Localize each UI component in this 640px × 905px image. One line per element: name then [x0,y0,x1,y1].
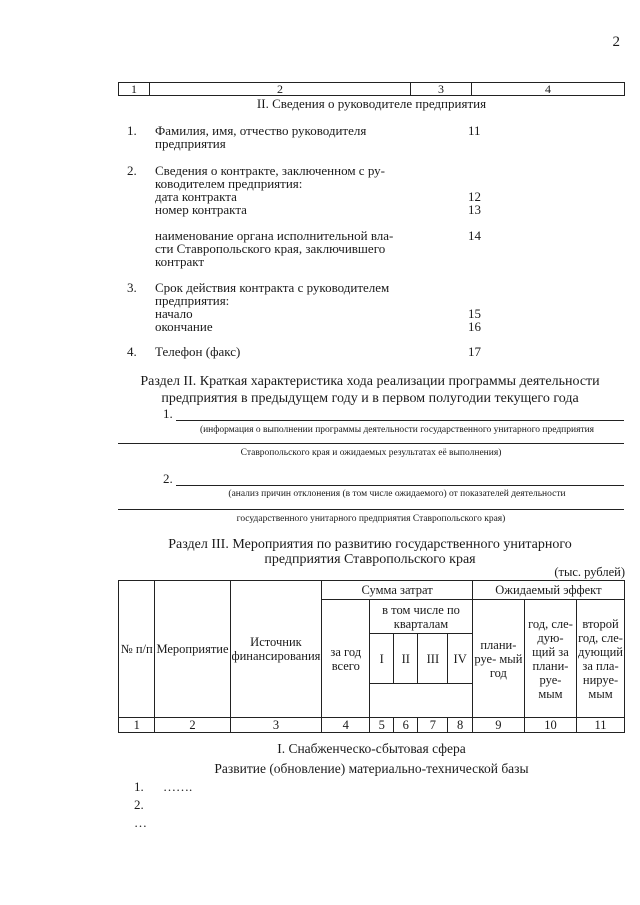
col-header-quarters: в том числе по кварталам [370,600,473,634]
col-header-num: № п/п [119,581,155,718]
column-number-row [118,82,625,96]
item-text: наименование органа исполнительной вла- [155,228,394,243]
item-text: предприятия: [155,293,230,308]
column-number: 6 [394,718,418,733]
item-text: ководителем предприятия: [155,176,303,191]
field-code: 17 [468,344,481,359]
col-header-source: Источник финансирования [230,581,322,718]
fill-line [176,420,624,421]
item-sub-label: окончание [155,319,213,334]
item-sub-label: номер контракта [155,202,247,217]
column-number: 8 [448,718,472,733]
column-number: 2 [155,718,230,733]
list-item-number: 2. [134,797,144,812]
fill-line [118,443,624,444]
column-number: 10 [524,718,576,733]
header-cell: 4 [472,83,625,96]
field-code: 12 [468,189,481,204]
col-header-next-year: год, сле- дую- щий за плани- руе- мым [524,600,576,718]
item-text: Сведения о контракте, заключенном с ру- [155,163,385,178]
measures-table [118,580,625,733]
list-item-number: 1. [134,779,144,794]
field-caption: Ставропольского края и ожидаемых результатах её выполнения) [240,448,502,458]
field-code: 16 [468,319,481,334]
col-header-year-total: за год всего [322,600,370,718]
subsection-heading: Развитие (обновление) материально-технической базы [214,761,529,776]
field-caption: государственного унитарного предприятия Ставропольского края) [236,514,506,524]
field-caption: (информация о выполнении программы деятельности государственного унитарного предприятия [199,425,595,435]
page-number: 2 [612,34,620,50]
col-header-sum: Сумма затрат [322,581,472,600]
col-header-planned: плани- руе- мый год [472,600,524,718]
item-number: 3. [127,280,137,295]
header-cell: 2 [150,83,411,96]
col-header-quarter: I [370,634,394,684]
field-number: 2. [163,471,173,486]
item-text: Фамилия, имя, отчество руководителя [155,123,367,138]
col-header-event: Мероприятие [155,581,230,718]
col-header-quarter: IV [448,634,472,684]
column-number: 11 [577,718,625,733]
list-item [134,797,144,813]
column-number: 1 [119,718,155,733]
header-cell: 1 [119,83,150,96]
item-text: Срок действия контракта с руководителем [155,280,390,295]
section3-title: предприятия Ставропольского края [264,552,476,567]
item-text: Телефон (факс) [155,344,241,359]
list-item-text: ……. [163,779,193,794]
item-text: сти Ставропольского края, заключившего [155,241,386,256]
item-number: 2. [127,163,137,178]
item-number: 4. [127,344,137,359]
col-header-quarter: II [394,634,418,684]
header-cell: 3 [411,83,472,96]
field-code: 11 [468,123,481,138]
list-item [134,779,192,795]
column-number: 9 [472,718,524,733]
field-code: 13 [468,202,481,217]
field-number: 1. [163,406,173,421]
item-sub-label: начало [155,306,193,321]
item-sub-label: дата контракта [155,189,237,204]
section2-title: предприятия в предыдущем году и в первом полугодии текущего года [161,391,579,406]
item-text: контракт [155,254,205,269]
list-item [134,815,147,831]
col-header-effect: Ожидаемый эффект [472,581,624,600]
col-header-second-year: второй год, сле- дующий за пла- нируе- мым [577,600,625,718]
fill-line [176,485,624,486]
section2-title: Раздел II. Краткая характеристика хода реализации программы деятельности [140,374,600,389]
item-number: 1. [127,123,137,138]
col-header-quarter: III [418,634,448,684]
subsection-heading: I. Снабженческо-сбытовая сфера [277,741,466,756]
item-text: предприятия [155,136,226,151]
section3-title: Раздел III. Мероприятия по развитию государственного унитарного [168,537,572,552]
section-heading-manager: II. Сведения о руководителе предприятия [256,96,487,111]
fill-line [118,509,624,510]
list-item-number: … [134,815,147,830]
field-code: 14 [468,228,481,243]
field-code: 15 [468,306,481,321]
field-caption: (анализ причин отклонения (в том числе ожидаемого) от показателей деятельности [228,489,566,499]
column-number: 7 [418,718,448,733]
unit-label: (тыс. рублей) [554,565,625,579]
column-number: 4 [322,718,370,733]
column-number: 5 [370,718,394,733]
column-number: 3 [230,718,322,733]
